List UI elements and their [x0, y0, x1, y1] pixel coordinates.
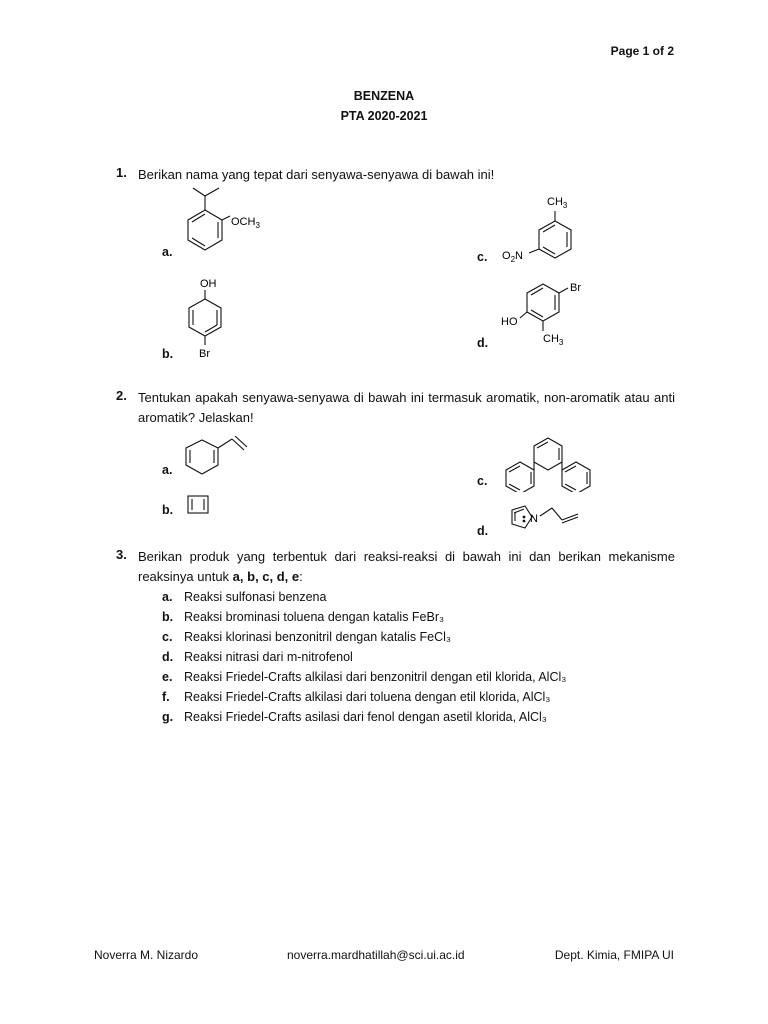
structure-2d — [500, 502, 585, 534]
structure-1c — [495, 193, 585, 268]
q2-label-c: c. — [477, 474, 488, 488]
q1-label-b: b. — [162, 347, 174, 361]
structure-1d — [498, 278, 598, 350]
q2-label-b: b. — [162, 503, 174, 517]
footer-department: Dept. Kimia, FMIPA UI — [554, 948, 674, 962]
footer-email[interactable]: noverra.mardhatillah@sci.ui.ac.id — [287, 948, 465, 962]
q3-item-e: e. Reaksi Friedel-Crafts alkilasi dari benzonitril dengan etil klorida, AlCl₃ — [162, 670, 567, 684]
structure-2a — [180, 433, 255, 483]
struct-1b-oh: OH — [200, 278, 217, 290]
q3-text: Berikan produk yang terbentuk dari reaksi-reaksi di bawah ini dan berikan mekanisme reaksinya untuk a, b, c, d, e: — [138, 549, 675, 584]
q3-number: 3. — [116, 547, 127, 562]
struct-1b-br: Br — [199, 348, 210, 360]
document-subtitle: PTA 2020-2021 — [340, 109, 428, 123]
q3-item-f: f. Reaksi Friedel-Crafts alkilasi dari toluena dengan etil klorida, AlCl₃ — [162, 690, 551, 704]
document-title: BENZENA — [353, 89, 415, 103]
q2-label-d: d. — [477, 524, 489, 538]
struct-2d-n: N — [530, 513, 538, 525]
q1-label-d: d. — [477, 336, 489, 350]
struct-1c-ch3: $CH_3$ — [547, 196, 568, 210]
footer-author: Noverra M. Nizardo — [94, 948, 199, 962]
q2-number: 2. — [116, 388, 127, 403]
q2-text: Tentukan apakah senyawa-senyawa di bawah ini termasuk aromatik, non-aromatik atau anti aromatik? Jelaskan! — [138, 390, 675, 425]
q3-item-a: a. Reaksi sulfonasi benzena — [162, 590, 327, 604]
q3-item-c: c. Reaksi klorinasi benzonitril dengan katalis FeCl₃ — [162, 630, 452, 644]
q1-text: Berikan nama yang tepat dari senyawa-senyawa di bawah ini! — [138, 167, 495, 182]
q3-item-g: g. Reaksi Friedel-Crafts asilasi dari fenol dengan asetil klorida, AlCl₃ — [162, 710, 547, 724]
struct-1a-och3: $OCH_3$ — [231, 216, 260, 230]
q3-item-d: d. Reaksi nitrasi dari m-nitrofenol — [162, 650, 353, 664]
struct-1d-ho: HO — [501, 316, 518, 328]
q2-label-a: a. — [162, 463, 173, 477]
q1-number: 1. — [116, 165, 127, 180]
struct-1c-no2: $O_2N$ — [502, 250, 523, 264]
q3-item-b: b. Reaksi brominasi toluena dengan katalis FeBr₃ — [162, 610, 445, 624]
q1-label-a: a. — [162, 245, 173, 259]
struct-1d-ch3: $CH_3$ — [543, 333, 564, 347]
structure-2b — [186, 493, 212, 517]
structure-2c — [498, 432, 598, 492]
q1-label-c: c. — [477, 250, 488, 264]
structure-1b — [180, 277, 240, 362]
structure-1a — [170, 185, 280, 260]
struct-1d-br: Br — [570, 282, 581, 294]
page-number: Page 1 of 2 — [610, 44, 674, 58]
